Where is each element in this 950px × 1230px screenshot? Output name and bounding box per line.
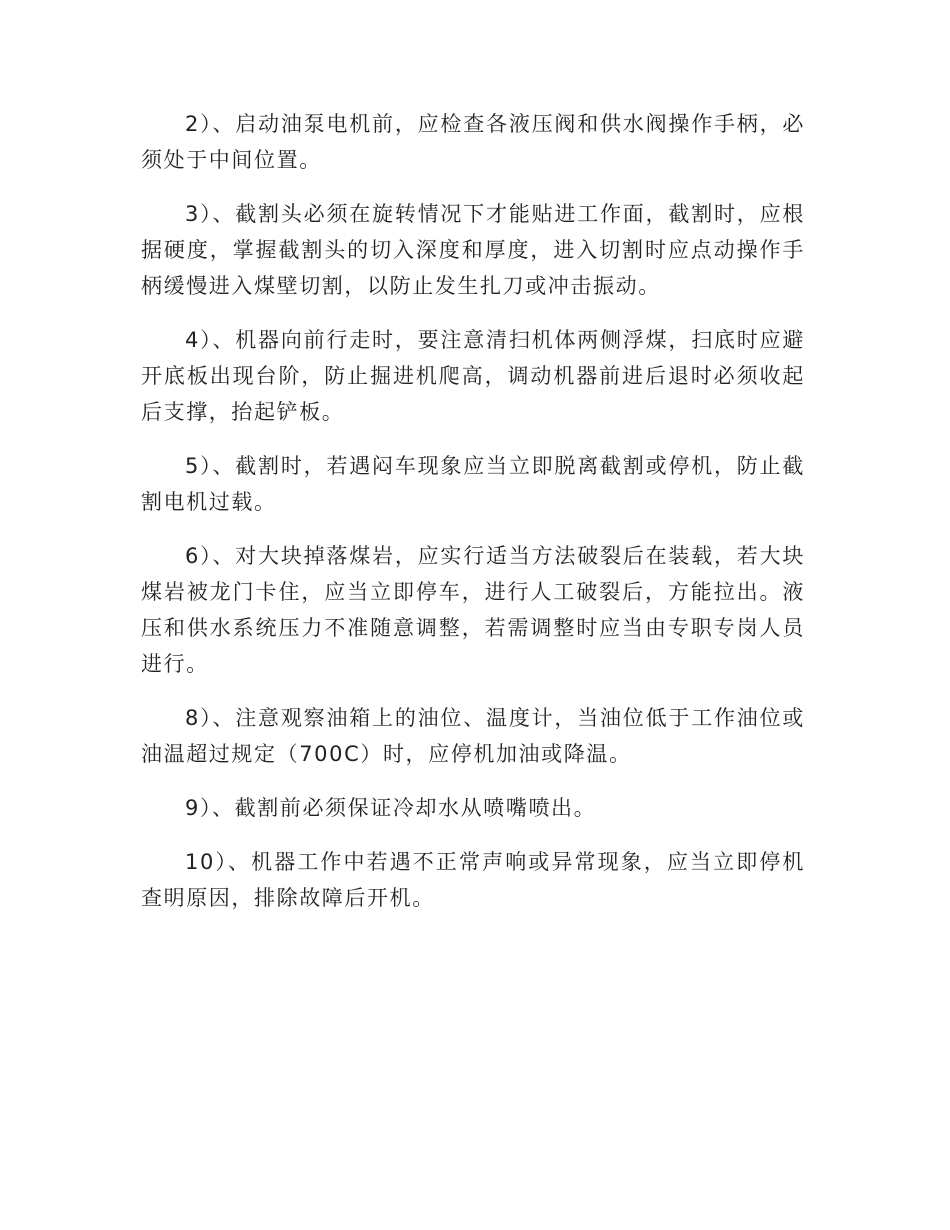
paragraph-item-9: 9）、截割前必须保证冷却水从喷嘴喷出。 <box>185 796 597 820</box>
paragraph-item-3: 3）、截割头必须在旋转情况下才能贴进工作面，截割时，应根据硬度，掌握截割头的切入深度和厚度，进入切割时应点动操作手柄缓慢进入煤壁切割，以防止发生扎刀或冲击振动。 <box>141 202 805 298</box>
paragraph-item-4: 4）、机器向前行走时，要注意清扫机体两侧浮煤，扫底时应避开底板出现台阶，防止掘进机爬高，调动机器前进后退时必须收起后支撑，抬起铲板。 <box>141 328 805 424</box>
paragraph-item-6: 6）、对大块掉落煤岩，应实行适当方法破裂后在装载，若大块煤岩被龙门卡住，应当立即停车，进行人工破裂后，方能拉出。液压和供水系统压力不准随意调整，若需调整时应当由专职专岗人员进行。 <box>141 544 805 676</box>
paragraph-item-2: 2）、启动油泵电机前，应检查各液压阀和供水阀操作手柄，必须处于中间位置。 <box>141 112 805 172</box>
paragraph-item-10: 10）、机器工作中若遇不正常声响或异常现象，应当立即停机查明原因，排除故障后开机。 <box>141 850 805 910</box>
paragraph-item-8: 8）、注意观察油箱上的油位、温度计，当油位低于工作油位或油温超过规定（700C）时，应停机加油或降温。 <box>141 706 805 766</box>
document-body <box>141 106 805 934</box>
paragraph-item-5: 5）、截割时，若遇闷车现象应当立即脱离截割或停机，防止截割电机过载。 <box>141 454 805 514</box>
